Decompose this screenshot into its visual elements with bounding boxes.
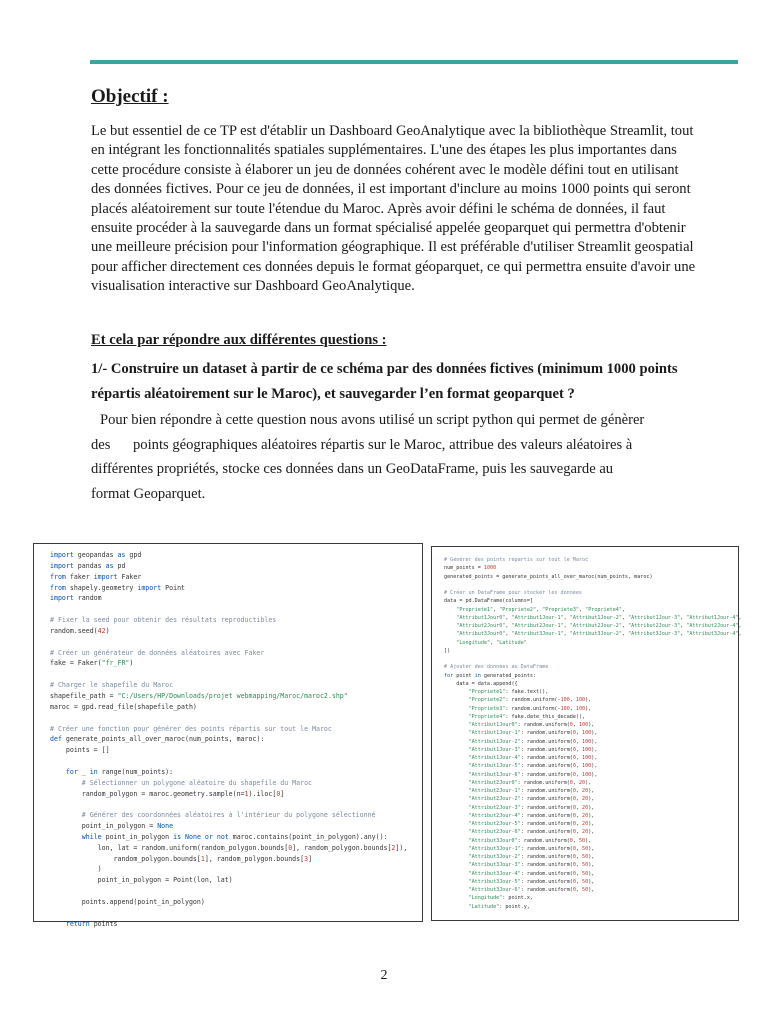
code-line: return points — [65, 919, 118, 928]
code-line: "Propriete1": fake.text(), — [468, 689, 549, 695]
code-line: num_points = 1000 — [444, 565, 497, 572]
code-line: data = data.append({ — [444, 680, 518, 687]
answer-line: Pour bien répondre à cette question nous avons utilisé un script python qui permet de génèrer — [100, 412, 645, 428]
code-line: "Attribut3Jour-2": random.uniform(0, 50), — [468, 854, 595, 860]
code-line: # Ajouter des données au DataFrame — [444, 664, 549, 671]
code-line: "Longitude": point.x, — [468, 895, 533, 902]
code-screenshot-right — [431, 546, 742, 921]
answer-line: différentes propriétés, stocke ces données dans un GeoDataFrame, puis les sauvegarde au — [91, 461, 614, 477]
code-line: "Attribut3Jour-4": random.uniform(0, 50), — [468, 870, 595, 877]
objective-paragraph: Le but essentiel de ce TP est d'établir un Dashboard GeoAnalytique avec la bibliothèque Streamlit, tout en intégrant les fonctionnalités spatiales supplémentaires. L'une des étapes les plus importantes dans cette procédure consiste à élaborer un jeu de données cohérent avec le modèle défini tout en utilisant des données fictives. Pour ce jeu de données, il est important d'inclure au moins 1000 points qui seront placés aléatoirement sur toute l'étendue du Maroc. Après avoir défini le schéma de données, il faut ensuite procéder à la sauvegarde dans un format spécialisé appelée geoparquet qui permettra d'obtenir une meilleure précision pour l'information géographique. Il est préférable d'utiliser Streamlit geospatial pour afficher directement ces données depuis le format géoparquet, ce qui permettra ensuite d'avoir une visualisation interactive sur Dashboard GeoAnalytique. — [91, 123, 696, 295]
code-line: # Générer des coordonnées aléatoires à l'intérieur du polygone sélectionné — [81, 811, 376, 820]
code-line: "Attribut1Jour0": random.uniform(0, 100), — [468, 722, 595, 728]
code-line: ) — [50, 865, 102, 874]
code-line: "Attribut2Jour-1": random.uniform(0, 20), — [468, 788, 595, 794]
code-line: while point_in_polygon is None or not maroc.contains(point_in_polygon).any(): — [81, 832, 388, 841]
code-line: "Attribut1Jour0", "Attribut1Jour-1", "Attribut1Jour-2", "Attribut1Jour-3", "Attribut1Jour-4", — [456, 614, 742, 621]
code-line: from shapely.geometry import Point — [50, 583, 186, 592]
code-line — [50, 756, 407, 767]
code-line — [50, 886, 407, 897]
code-line: # Créer une fonction pour générer des points répartis sur tout le Maroc — [50, 724, 332, 733]
code-line: import random — [50, 594, 102, 603]
code-line: "Attribut1Jour-5": random.uniform(0, 100), — [468, 763, 598, 770]
code-line — [444, 581, 742, 589]
code-line — [50, 713, 407, 724]
code-line: shapefile_path = "C:/Users/HP/Downloads/projet webmapping/Maroc/maroc2.shp" — [50, 691, 348, 700]
code-line — [50, 669, 407, 680]
code-line: random_polygon = maroc.geometry.sample(n=1).iloc[0] — [50, 789, 285, 798]
code-line: points = [] — [50, 746, 110, 755]
header-rule — [90, 60, 738, 64]
code-line: "Attribut3Jour-5": random.uniform(0, 50), — [468, 878, 595, 885]
code-line: # Créer un générateur de données aléatoires avec Faker — [50, 648, 265, 657]
code-line: # Créer un DataFrame pour stocker les données — [444, 590, 583, 596]
code-line — [50, 799, 407, 810]
code-line: random_polygon.bounds[1], random_polygon.bounds[3] — [50, 854, 313, 863]
code-line: from faker import Faker — [50, 572, 142, 581]
code-line: "Attribut3Jour0", "Attribut3Jour-1", "Attribut3Jour-2", "Attribut3Jour-3", "Attribut3Jour-4", — [456, 631, 742, 638]
code-line: "Attribut1Jour-6": random.uniform(0, 100), — [468, 771, 598, 778]
code-line: generated_points = generate_points_all_over_maroc(num_points, maroc) — [444, 573, 653, 580]
answer-line — [91, 433, 697, 458]
code-line: "Attribut2Jour-3": random.uniform(0, 20), — [468, 804, 595, 811]
code-line: "Propriete2": random.uniform(-100, 100), — [468, 697, 592, 704]
code-line: "Attribut2Jour-4": random.uniform(0, 20), — [468, 812, 595, 819]
code-line — [50, 908, 407, 919]
code-line: data = pd.DataFrame(columns=[ — [444, 598, 533, 605]
code-line: "Longitude", "Latitude" — [456, 639, 527, 646]
code-line: "Attribut2Jour-2": random.uniform(0, 20), — [468, 796, 595, 803]
answer-line: format Geoparquet. — [91, 485, 206, 502]
code-line: "Attribut1Jour-1": random.uniform(0, 100), — [468, 730, 598, 737]
code-line: points.append(point_in_polygon) — [50, 898, 205, 906]
code-block-left — [50, 550, 407, 930]
question-1: 1/- Construire un dataset à partir de ce schéma par des données fictives (minimum 1000 points répartis aléatoirement sur le Maroc), et sauvegarder l’en format geoparquet ? — [91, 361, 678, 402]
code-line: lon, lat = random.uniform(random_polygon.bounds[0], random_polygon.bounds[2]), — [50, 843, 408, 852]
code-line: import geopandas as gpd — [50, 551, 142, 559]
code-line: "Propriete3": random.uniform(-100, 100), — [468, 705, 592, 712]
code-block-right — [444, 556, 742, 911]
code-line: import pandas as pd — [50, 561, 126, 570]
answer-word: points géographiques aléatoires répartis sur le Maroc, attribue des valeurs aléatoires à — [133, 436, 633, 453]
code-line — [444, 655, 742, 663]
code-line: "Attribut3Jour-3": random.uniform(0, 50), — [468, 862, 595, 869]
code-line: "Attribut1Jour-4": random.uniform(0, 100), — [468, 755, 598, 761]
code-line: def generate_points_all_over_maroc(num_points, maroc): — [50, 735, 265, 744]
questions-subheading: Et cela par répondre aux différentes questions : — [91, 332, 387, 348]
code-line: ]) — [444, 647, 451, 654]
code-line: "Attribut2Jour-6": random.uniform(0, 20), — [468, 829, 595, 836]
answer-word: des — [91, 436, 111, 453]
code-line: "Attribut1Jour-2": random.uniform(0, 100), — [468, 738, 598, 745]
code-line — [50, 604, 407, 615]
page-number: 2 — [380, 968, 388, 983]
section-heading: Objectif : — [91, 86, 169, 107]
code-screenshot-left — [33, 543, 423, 928]
code-line: maroc = gpd.read_file(shapefile_path) — [50, 702, 197, 711]
code-line: # Générer des points répartis sur tout le Maroc — [444, 557, 589, 563]
code-line: "Attribut3Jour-1": random.uniform(0, 50), — [468, 845, 595, 852]
code-line: "Attribut2Jour0", "Attribut2Jour-1", "Attribut2Jour-2", "Attribut2Jour-3", "Attribut2Jour-4", — [456, 623, 742, 629]
code-line: "Latitude": point.y, — [468, 903, 530, 910]
answer-paragraph — [91, 408, 697, 506]
code-line: random.seed(42) — [50, 626, 110, 635]
code-line: "Attribut2Jour0": random.uniform(0, 20), — [468, 779, 592, 786]
code-line: point_in_polygon = None — [50, 822, 174, 831]
code-line: for point in generated_points: — [444, 672, 537, 679]
code-line: # Sélectionner un polygone aléatoire du shapefile du Maroc — [81, 778, 313, 787]
code-line: "Propriete4": fake.date_this_decade(), — [468, 713, 586, 720]
code-line: point_in_polygon = Point(lon, lat) — [50, 876, 233, 885]
code-line: "Attribut3Jour-6": random.uniform(0, 50), — [468, 887, 595, 893]
code-line: for _ in range(num_points): — [65, 767, 174, 776]
code-line: "Attribut2Jour-5": random.uniform(0, 20), — [468, 821, 595, 827]
code-line: # Charger le shapefile du Maroc — [50, 681, 174, 690]
code-line: # Fixer la seed pour obtenir des résultats reproductibles — [50, 616, 277, 625]
code-line: "Attribut1Jour-3": random.uniform(0, 100), — [468, 746, 598, 753]
code-line: "Attribut3Jour0": random.uniform(0, 50), — [468, 837, 592, 844]
code-line: fake = Faker("fr_FR") — [50, 659, 134, 668]
code-line: "Propriete1", "Propriete2", "Propriete3", "Propriete4", — [456, 606, 626, 613]
code-line — [50, 637, 407, 648]
